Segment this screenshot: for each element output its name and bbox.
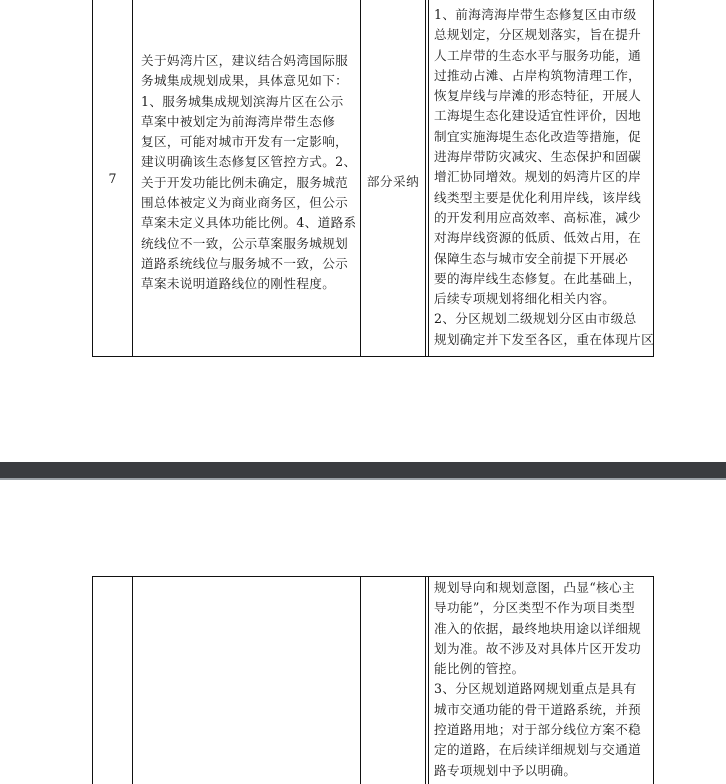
response-line: 保障生态与城市安全前提下开展必 bbox=[434, 250, 629, 266]
table-border-col3-inner bbox=[428, 576, 429, 784]
response-line: 恢复岸线与岸滩的形态特征，开展人 bbox=[434, 88, 642, 104]
table-border-left bbox=[92, 576, 93, 784]
response-line: 过推动占滩、占岸构筑物清理工作， bbox=[434, 67, 642, 83]
response-text bbox=[434, 5, 654, 350]
opinion-line: 1、服务城集成规划滨海片区在公示 bbox=[141, 93, 344, 109]
response-line: 2、分区规划二级规划分区由市级总 bbox=[434, 311, 637, 327]
opinion-line: 草案未说明道路线位的刚性程度。 bbox=[141, 276, 336, 292]
response-line: 1、前海湾海岸带生态修复区由市级 bbox=[434, 7, 637, 22]
opinion-text bbox=[141, 51, 356, 295]
response-line: 规划确定并下发至各区，重在体现片区 bbox=[434, 331, 655, 347]
response-line: 导功能”，分区类型不作为项目类型 bbox=[434, 600, 635, 616]
response-line: 准入的依据，最终地块用途以详细规 bbox=[434, 620, 642, 636]
page-separator bbox=[0, 462, 726, 480]
response-line: 的开发利用应高效率、高标准，减少 bbox=[434, 209, 642, 225]
opinion-line: 草案中被划定为前海湾岸带生态修 bbox=[141, 113, 336, 129]
response-text-continued bbox=[434, 578, 641, 781]
response-line: 对海岸线资源的低质、低效占用，在 bbox=[434, 230, 642, 246]
response-line: 城市交通功能的骨干道路系统，并预 bbox=[434, 701, 642, 717]
response-line: 定的道路，在后续详细规划与交通道 bbox=[434, 742, 642, 758]
table-border-right bbox=[653, 576, 654, 784]
table-border-col3 bbox=[425, 576, 426, 784]
table-border-col2 bbox=[360, 576, 361, 784]
table-border-top bbox=[92, 576, 654, 577]
response-line: 总规划定，分区规划落实，旨在提升 bbox=[434, 27, 642, 43]
response-line: 线类型主要是优化利用岸线，该岸线 bbox=[434, 189, 642, 205]
opinion-line: 道路系统线位与服务城不一致，公示 bbox=[141, 255, 349, 271]
table-border-bottom bbox=[92, 356, 654, 357]
opinion-line: 围总体被定义为商业商务区，但公示 bbox=[141, 195, 349, 211]
response-line: 能比例的管控。 bbox=[434, 661, 525, 677]
response-line: 划为准。故不涉及对具体片区开发功 bbox=[434, 640, 642, 656]
row-number: 7 bbox=[108, 171, 117, 186]
opinion-line: 草案未定义具体功能比例。4、道路系 bbox=[141, 215, 357, 231]
table-border-col3 bbox=[425, 0, 426, 357]
response-line: 3、分区规划道路网规划重点是具有 bbox=[434, 681, 637, 697]
opinion-line: 建议明确该生态修复区管控方式。2、 bbox=[141, 154, 357, 170]
table-border-col1 bbox=[132, 0, 133, 357]
response-line: 进海岸带防灾减灾、生态保护和固碳 bbox=[434, 149, 642, 165]
response-line: 路专项规划中予以明确。 bbox=[434, 762, 577, 778]
response-line: 工海堤生态化建设适宜性评价，因地 bbox=[434, 108, 642, 124]
response-line: 增汇协同增效。规划的妈湾片区的岸 bbox=[434, 169, 642, 185]
opinion-line: 关于开发功能比例未确定，服务城范 bbox=[141, 174, 349, 190]
opinion-line: 关于妈湾片区，建议结合妈湾国际服 bbox=[141, 53, 349, 68]
opinion-line: 复区，可能对城市开发有一定影响， bbox=[141, 134, 349, 150]
response-line: 人工岸带的生态水平与服务功能，通 bbox=[434, 47, 642, 63]
opinion-line: 务城集成规划成果，具体意见如下： bbox=[141, 73, 349, 89]
response-line: 要的海岸线生态修复。在此基础上， bbox=[434, 270, 642, 286]
table-border-col1 bbox=[132, 576, 133, 784]
opinion-line: 统线位不一致，公示草案服务城规划 bbox=[141, 235, 349, 251]
response-line: 控道路用地；对于部分线位方案不稳 bbox=[434, 722, 642, 738]
table-border-col3-inner bbox=[428, 0, 429, 357]
response-line: 后续专项规划将细化相关内容。 bbox=[434, 291, 616, 307]
adoption-status: 部分采纳 bbox=[366, 174, 420, 189]
document-page-bottom bbox=[0, 480, 726, 784]
response-line: 制宜实施海堤生态化改造等措施，促 bbox=[434, 128, 642, 144]
response-line: 规划导向和规划意图，凸显“核心主 bbox=[434, 580, 635, 595]
